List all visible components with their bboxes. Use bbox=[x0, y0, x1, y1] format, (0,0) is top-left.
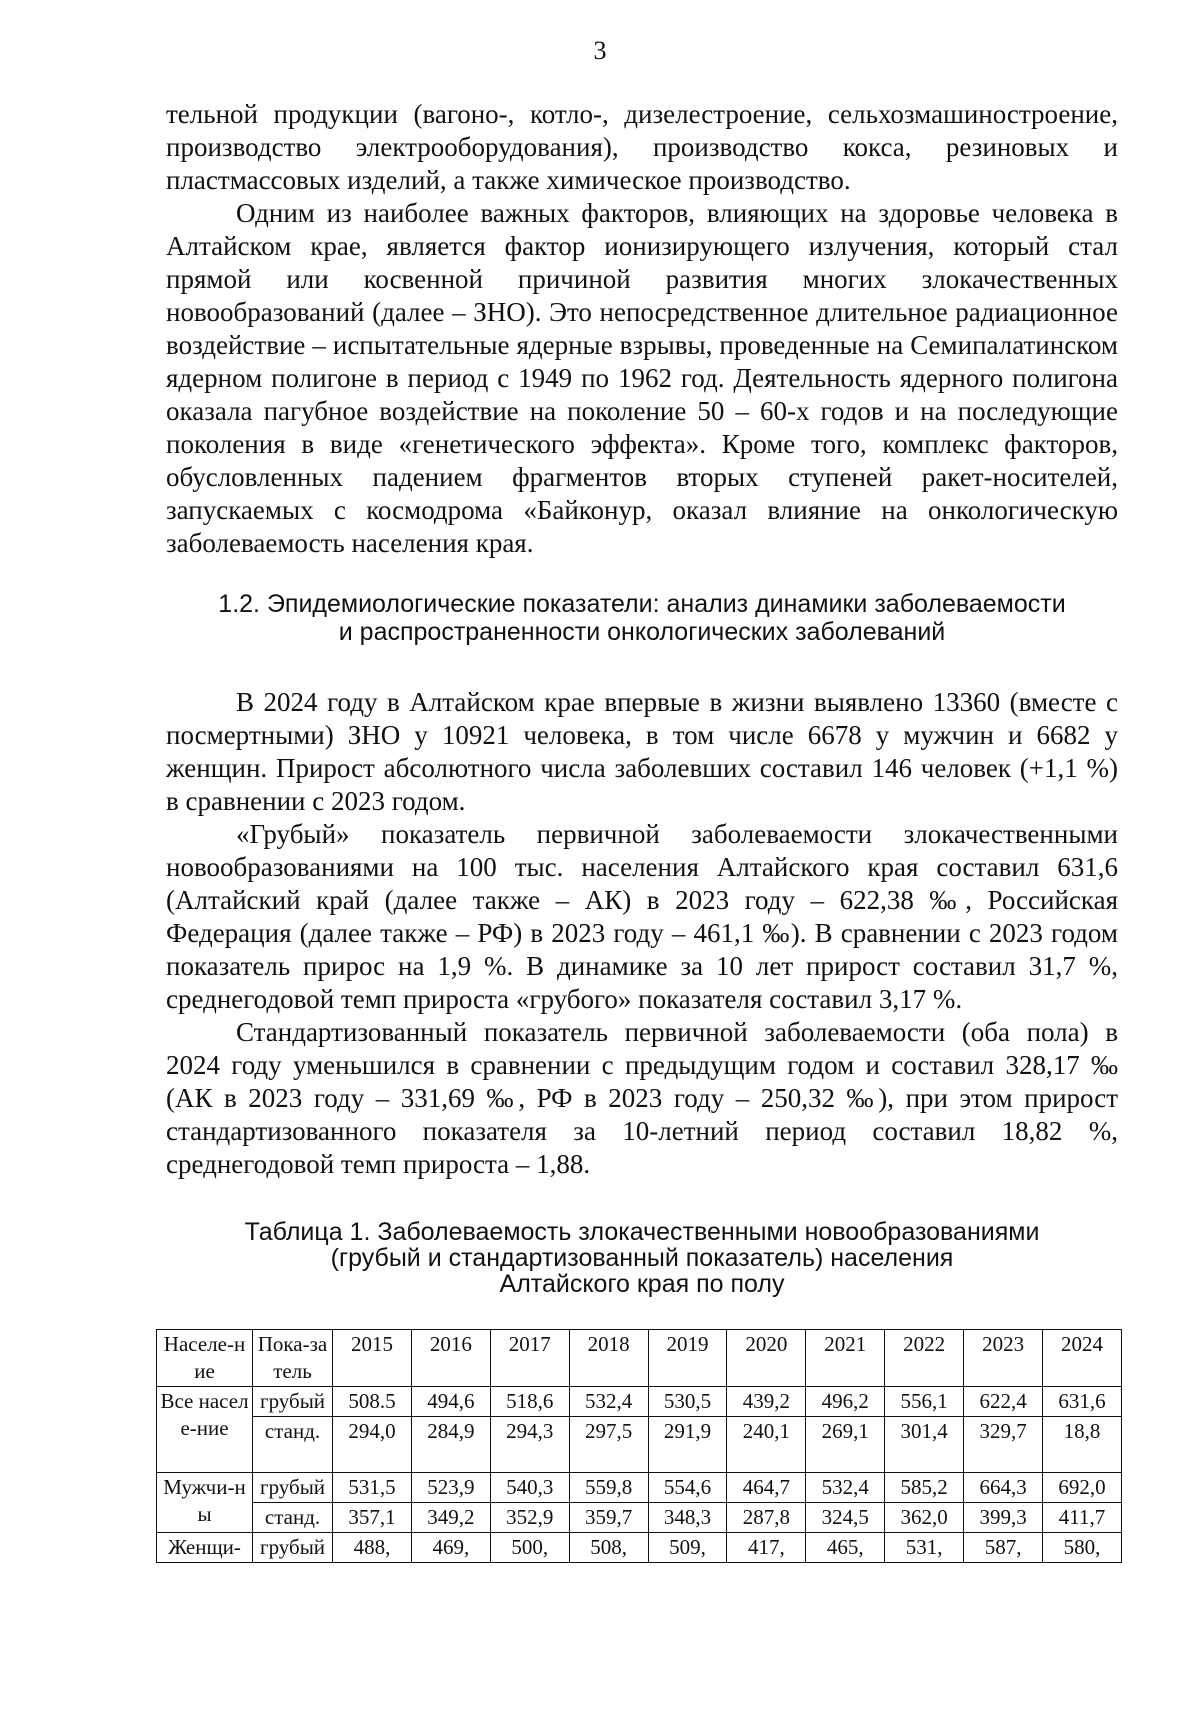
header-population: Населе-ние bbox=[157, 1330, 253, 1387]
paragraph-ionizing-radiation: Одним из наиболее важных факторов, влияющих на здоровье человека в Алтайском крае, является фактор ионизирующего излучения, который стал прямой или косвенной причиной развития многих злокачественных новообразований (далее – ЗНО). Это непосредственное длительное радиационное воздействие – испытательные ядерные взрывы, проведенные на Семипалатинском ядерном полигоне в период с 1949 по 1962 год. Деятельность ядерного полигона оказала пагубное воздействие на поколение 50 – 60-х годов и на последующие поколения в виде «генетического эффекта». Кроме того, комплекс факторов, обусловленных падением фрагментов вторых ступеней ракет-носителей, запускаемых с космодрома «Байконур, оказал влияние на онкологическую заболеваемость населения края. bbox=[166, 198, 1118, 558]
table-cell: 324,5 bbox=[806, 1503, 885, 1533]
header-year: 2024 bbox=[1043, 1330, 1122, 1387]
table-cell: 554,6 bbox=[648, 1473, 727, 1503]
group-all: Все населе-ние bbox=[157, 1387, 253, 1473]
table-cell: 464,7 bbox=[727, 1473, 806, 1503]
table-cell: 411,7 bbox=[1043, 1503, 1122, 1533]
table-cell: 559,8 bbox=[569, 1473, 648, 1503]
table-cell: 439,2 bbox=[727, 1387, 806, 1417]
indicator-crude: грубый bbox=[253, 1387, 333, 1417]
table-cell: 500, bbox=[490, 1533, 569, 1563]
table-cell: 329,7 bbox=[964, 1417, 1043, 1473]
table-caption-line: (грубый и стандартизованный показатель) населения bbox=[330, 1244, 954, 1272]
table-cell: 532,4 bbox=[569, 1387, 648, 1417]
table-cell: 508.5 bbox=[333, 1387, 412, 1417]
table-cell: 349,2 bbox=[411, 1503, 490, 1533]
table-cell: 664,3 bbox=[964, 1473, 1043, 1503]
header-year: 2015 bbox=[333, 1330, 412, 1387]
table-cell: 399,3 bbox=[964, 1503, 1043, 1533]
indicator-crude: грубый bbox=[253, 1473, 333, 1503]
table-cell: 291,9 bbox=[648, 1417, 727, 1473]
header-year: 2023 bbox=[964, 1330, 1043, 1387]
header-year: 2020 bbox=[727, 1330, 806, 1387]
table-cell: 587, bbox=[964, 1533, 1043, 1563]
header-indicator: Пока-затель bbox=[253, 1330, 333, 1387]
header-year: 2017 bbox=[490, 1330, 569, 1387]
table-cell: 496,2 bbox=[806, 1387, 885, 1417]
table-cell: 488, bbox=[333, 1533, 412, 1563]
group-women: Женщи- bbox=[157, 1533, 253, 1563]
table-cell: 530,5 bbox=[648, 1387, 727, 1417]
table-cell: 352,9 bbox=[490, 1503, 569, 1533]
table-cell: 523,9 bbox=[411, 1473, 490, 1503]
section-heading-line: 1.2. Эпидемиологические показатели: анализ динамики заболеваемости bbox=[218, 590, 1066, 618]
paragraph-incidence-2024: В 2024 году в Алтайском крае впервые в жизни выявлено 13360 (вместе с посмертными) ЗНО у 10921 человека, в том числе 6678 у мужчин и 6682 у женщин. Прирост абсолютного числа заболевших составил 146 человек (+1,1 %) в сравнении с 2023 годом. bbox=[166, 687, 1118, 816]
table-cell: 532,4 bbox=[806, 1473, 885, 1503]
table-cell: 359,7 bbox=[569, 1503, 648, 1533]
indicator-std: станд. bbox=[253, 1503, 333, 1533]
table-cell: 540,3 bbox=[490, 1473, 569, 1503]
table-cell: 301,4 bbox=[885, 1417, 964, 1473]
table-cell: 417, bbox=[727, 1533, 806, 1563]
table-cell: 362,0 bbox=[885, 1503, 964, 1533]
table-cell: 297,5 bbox=[569, 1417, 648, 1473]
table-cell: 348,3 bbox=[648, 1503, 727, 1533]
table-cell: 465, bbox=[806, 1533, 885, 1563]
table-row bbox=[157, 1417, 1122, 1473]
table-cell: 531,5 bbox=[333, 1473, 412, 1503]
table-cell: 508, bbox=[569, 1533, 648, 1563]
table-cell: 585,2 bbox=[885, 1473, 964, 1503]
table-cell: 294,0 bbox=[333, 1417, 412, 1473]
indicator-crude: грубый bbox=[253, 1533, 333, 1563]
indicator-std: станд. bbox=[253, 1417, 333, 1473]
document-body bbox=[160, 98, 1118, 1563]
table-cell: 469, bbox=[411, 1533, 490, 1563]
table-cell: 631,6 bbox=[1043, 1387, 1122, 1417]
header-year: 2018 bbox=[569, 1330, 648, 1387]
table-row bbox=[157, 1473, 1122, 1503]
table-cell: 692,0 bbox=[1043, 1473, 1122, 1503]
paragraph-standardized-rate: Стандартизованный показатель первичной заболеваемости (оба пола) в 2024 году уменьшился в сравнении с предыдущим годом и составил 328,17 ‰ (АК в 2023 году – 331,69 ‰, РФ в 2023 году – 250,32 ‰), при этом прирост стандартизованного показателя за 10-летний период составил 18,82 %, среднегодовой темп прироста – 1,88. bbox=[166, 1017, 1118, 1179]
table-header-row bbox=[157, 1330, 1122, 1387]
section-heading-line: и распространенности онкологических заболеваний bbox=[338, 618, 946, 646]
page-number: 3 bbox=[593, 36, 607, 65]
table-cell: 531, bbox=[885, 1533, 964, 1563]
table-caption bbox=[166, 1219, 1118, 1297]
table-cell: 518,6 bbox=[490, 1387, 569, 1417]
table-row bbox=[157, 1533, 1122, 1563]
incidence-table bbox=[156, 1329, 1122, 1563]
table-cell: 294,3 bbox=[490, 1417, 569, 1473]
table-cell: 622,4 bbox=[964, 1387, 1043, 1417]
table-cell: 556,1 bbox=[885, 1387, 964, 1417]
table-cell: 18,8 bbox=[1043, 1417, 1122, 1473]
table-cell: 240,1 bbox=[727, 1417, 806, 1473]
table-cell: 357,1 bbox=[333, 1503, 412, 1533]
table-cell: 269,1 bbox=[806, 1417, 885, 1473]
paragraph-crude-rate: «Грубый» показатель первичной заболеваемости злокачественными новообразованиями на 100 тыс. населения Алтайского края составил 631,6 (Алтайский край (далее также – АК) в 2023 году – 622,38 ‰, Российская Федерация (далее также – РФ) в 2023 году – 461,1 ‰). В сравнении с 2023 годом показатель прирос на 1,9 %. В динамике за 10 лет прирост составил 31,7 %, среднегодовой темп прироста «грубого» показателя составил 3,17 %. bbox=[166, 819, 1118, 1014]
table-cell: 509, bbox=[648, 1533, 727, 1563]
group-men: Мужчи-ны bbox=[157, 1473, 253, 1533]
header-year: 2021 bbox=[806, 1330, 885, 1387]
paragraph-continuation: тельной продукции (вагоно-, котло-, дизелестроение, сельхозмашиностроение, производство электрооборудования), производство кокса, резиновых и пластмассовых изделий, а также химическое производство. bbox=[166, 99, 1118, 195]
header-year: 2022 bbox=[885, 1330, 964, 1387]
header-year: 2016 bbox=[411, 1330, 490, 1387]
table-caption-line: Алтайского края по полу bbox=[499, 1270, 785, 1298]
table-cell: 287,8 bbox=[727, 1503, 806, 1533]
header-year: 2019 bbox=[648, 1330, 727, 1387]
table-row bbox=[157, 1387, 1122, 1417]
table-cell: 284,9 bbox=[411, 1417, 490, 1473]
table-row bbox=[157, 1503, 1122, 1533]
table-cell: 580, bbox=[1043, 1533, 1122, 1563]
section-heading bbox=[166, 590, 1118, 646]
table-caption-line: Таблица 1. Заболеваемость злокачественными новообразованиями bbox=[244, 1218, 1040, 1246]
table-cell: 494,6 bbox=[411, 1387, 490, 1417]
